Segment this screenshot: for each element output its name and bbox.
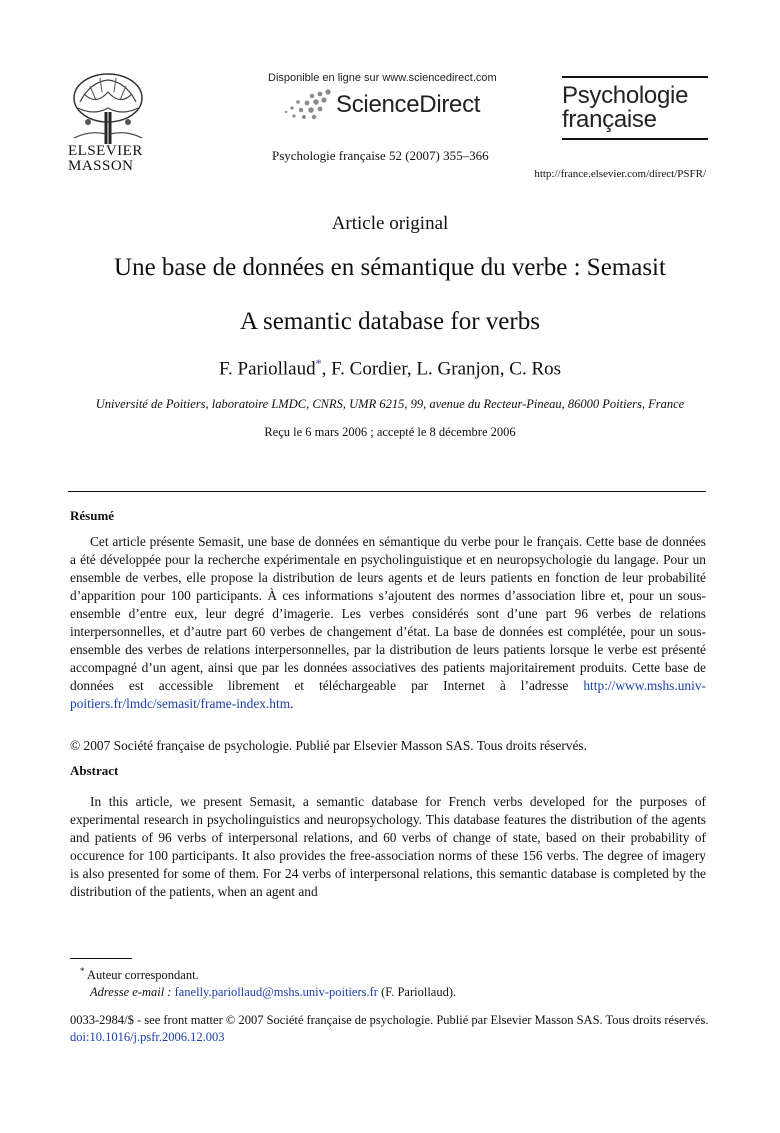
sciencedirect-availability: Disponible en ligne sur www.sciencedirect.com xyxy=(268,72,497,84)
footnote xyxy=(80,963,456,1001)
corresponding-author-mark[interactable]: * xyxy=(315,356,322,370)
sciencedirect-wordmark: ScienceDirect xyxy=(336,91,481,118)
author-list-rest: , F. Cordier, L. Granjon, C. Ros xyxy=(321,358,562,380)
abstract-paragraph: In this article, we present Semasit, a semantic database for French verbs developed for the purposes of experimental research in psycholinguistics and neuropsychology. This database features the distribution of the agents and patients of 96 verbs of interpersonal relations, and 60 verbs of change of state, based on their probability of occurence for 100 participants. It also provides the free-association norms of these 156 verbs. The degree of imagery is also presented for some of them. For 24 verbs of interpersonal relations, this semantic database is completed by the distribution of the patients, when an agent and xyxy=(70,794,706,899)
article-type: Article original xyxy=(331,213,449,234)
sciencedirect-logo xyxy=(282,88,480,122)
abstract-heading: Abstract xyxy=(70,763,119,778)
resume-body: Cet article présente Semasit, une base de données en sémantique du verbe pour le français. Cette base de données a été développée pour la recherche expérimentale en psycholinguistique et en neuropsychologie du langage. Pour un ensemble de verbes, elle propose la distribution de leurs agents et de leurs patients en fonction de leur probabilité d’apparition pour 100 participants. À ces informations s’ajoutent des normes d’association libre et, pour un sous-ensemble d’entre eux, leur degré d’imagerie. Les verbes considérés sont d’une part 96 verbes de relations interpersonnelles, et d’autre part 60 verbes de changement d’état. La base de données est complétée, pour un sous-ensemble des verbes de relations interpersonnelles, par la distribution de leurs patients lorsque le verbe est présenté accompagné d’un agent, ainsi que par les données associatives des patients majoritairement produits. Cette base de données est accessible librement et téléchargeable par Internet à l’adresse xyxy=(70,534,706,693)
affiliation: Université de Poitiers, laboratoire LMDC, CNRS, UMR 6215, 99, avenue du Recteur-Pineau, 86000 Poitiers, France xyxy=(95,397,685,411)
publisher-name-masson: MASSON xyxy=(68,158,134,174)
email-owner: (F. Pariollaud). xyxy=(381,985,457,1000)
journal-logo-bar xyxy=(562,138,708,140)
front-matter-line: 0033-2984/$ - see front matter © 2007 Société française de psychologie. Publié par Elsevier Masson SAS. Tous droits réservés. xyxy=(70,1013,709,1027)
resume-paragraph xyxy=(70,533,706,713)
journal-url: http://france.elsevier.com/direct/PSFR/ xyxy=(534,168,706,180)
journal-reference: Psychologie française 52 (2007) 355–366 xyxy=(272,148,489,163)
page-footer xyxy=(70,1012,710,1046)
author-name: F. Pariollaud xyxy=(218,358,316,380)
received-accepted-dates: Reçu le 6 mars 2006 ; accepté le 8 décembre 2006 xyxy=(264,425,516,439)
elsevier-tree-icon xyxy=(70,72,146,144)
author-email-link[interactable]: fanelly.pariollaud@mshs.univ-poitiers.fr xyxy=(174,985,378,1000)
email-label: Adresse e-mail : xyxy=(90,985,172,1000)
footnote-divider xyxy=(70,958,132,959)
footnote-label: Auteur correspondant. xyxy=(86,968,199,983)
sciencedirect-dots-icon xyxy=(282,88,332,122)
title-english: A semantic database for verbs xyxy=(240,308,540,335)
title-french: Une base de données en sémantique du verbe : Semasit xyxy=(114,254,666,281)
doi-link[interactable]: doi:10.1016/j.psfr.2006.12.003 xyxy=(70,1030,225,1044)
journal-logo-bar xyxy=(562,76,708,78)
resume-end: . xyxy=(290,696,294,711)
elsevier-masson-logo xyxy=(68,72,148,176)
journal-logo xyxy=(562,76,708,140)
journal-name-line1: Psychologie xyxy=(562,82,689,109)
resume-heading: Résumé xyxy=(70,508,115,523)
publisher-name-elsevier: ELSEVIER xyxy=(68,143,143,159)
semasit-link[interactable]: http://www.mshs.univ-poitiers.fr/lmdc/semasit/frame-index.htm xyxy=(70,678,706,711)
journal-name-line2: française xyxy=(562,106,657,133)
resume-copyright: © 2007 Société française de psychologie. Publié par Elsevier Masson SAS. Tous droits réservés. xyxy=(70,738,587,753)
author-list xyxy=(0,356,780,380)
header-divider xyxy=(68,491,706,492)
footnote-mark: * xyxy=(80,966,85,976)
